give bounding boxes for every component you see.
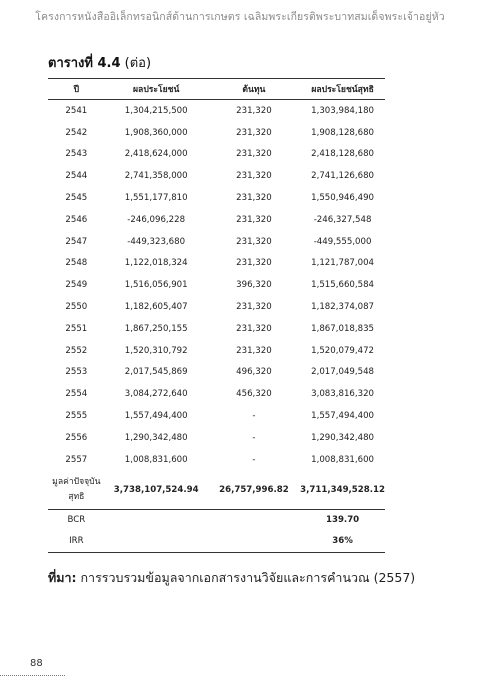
table-row <box>48 209 385 231</box>
cell-benefit: 1,008,831,600 <box>124 454 188 465</box>
cell-year: 2552 <box>65 345 88 356</box>
cell-cost: 231,320 <box>236 105 272 116</box>
cell-net-benefit: 1,867,018,835 <box>311 323 375 334</box>
cell-net-benefit: 1,550,946,490 <box>311 193 375 204</box>
cell-year: 2544 <box>65 171 88 182</box>
bcr-row <box>48 509 385 531</box>
cell-cost: - <box>252 411 256 422</box>
bcr-value: 139.70 <box>300 509 385 531</box>
cell-cost: 231,320 <box>236 323 272 334</box>
irr-row <box>48 531 385 553</box>
cell-net-benefit: 1,520,079,472 <box>311 345 375 356</box>
cell-benefit: 1,557,494,400 <box>124 411 188 422</box>
table-title-continued: (ต่อ) <box>124 56 152 71</box>
column-header-year: ปี <box>48 79 105 100</box>
table-row <box>48 296 385 318</box>
cell-cost: - <box>252 432 256 443</box>
table-row <box>48 405 385 427</box>
cell-benefit: 1,551,177,810 <box>124 193 188 204</box>
bcr-label: BCR <box>48 509 105 531</box>
cell-year: 2547 <box>65 236 88 247</box>
cell-year: 2542 <box>65 127 88 138</box>
cell-net-benefit: -449,555,000 <box>313 236 372 247</box>
table-row <box>48 449 385 471</box>
cell-net-benefit: 2,741,126,680 <box>311 171 375 182</box>
table-row <box>48 362 385 384</box>
cell-benefit: -246,096,228 <box>127 214 186 225</box>
cell-net-benefit: 3,083,816,320 <box>311 389 375 400</box>
cell-benefit: 1,122,018,324 <box>124 258 188 269</box>
cell-cost: 231,320 <box>236 236 272 247</box>
table-row <box>48 100 385 122</box>
npv-label-line2: สุทธิ <box>68 491 85 502</box>
table-body <box>48 100 385 553</box>
source-text: การรวบรวมข้อมูลจากเอกสารงานวิจัยและการคำนวณ (2557) <box>80 570 416 585</box>
cell-year: 2553 <box>65 367 88 378</box>
source-note <box>48 568 415 588</box>
table-row <box>48 274 385 296</box>
cell-year: 2546 <box>65 214 88 225</box>
cell-net-benefit: 1,008,831,600 <box>311 454 375 465</box>
column-header-net-benefit: ผลประโยชน์สุทธิ <box>300 79 385 100</box>
cell-cost: 456,320 <box>236 389 272 400</box>
source-label: ที่มา: <box>48 570 77 585</box>
cell-net-benefit: 1,303,984,180 <box>311 105 375 116</box>
cell-year: 2541 <box>65 105 88 116</box>
cell-year: 2557 <box>65 454 88 465</box>
cell-year: 2545 <box>65 193 88 204</box>
cell-cost: 231,320 <box>236 193 272 204</box>
cell-net-benefit: 1,515,660,584 <box>311 280 375 291</box>
cell-cost: 231,320 <box>236 171 272 182</box>
cell-net-benefit: 2,418,128,680 <box>311 149 375 160</box>
cell-benefit: 3,084,272,640 <box>124 389 188 400</box>
cell-benefit: 1,290,342,480 <box>124 432 188 443</box>
table-row <box>48 231 385 253</box>
table-header-row <box>48 79 385 100</box>
table-row <box>48 165 385 187</box>
table-title-label: ตารางที่ 4.4 <box>48 56 121 71</box>
npv-benefit: 3,738,107,524.94 <box>113 484 199 495</box>
cell-benefit: 2,741,358,000 <box>124 171 188 182</box>
cell-benefit: 1,867,250,155 <box>124 323 188 334</box>
npv-label-line1: มูลค่าปัจจุบัน <box>52 476 101 487</box>
cell-cost: 231,320 <box>236 149 272 160</box>
cell-benefit: -449,323,680 <box>127 236 186 247</box>
cell-net-benefit: 1,121,787,004 <box>311 258 375 269</box>
cell-benefit: 2,017,545,869 <box>124 367 188 378</box>
cell-year: 2543 <box>65 149 88 160</box>
cell-cost: 231,320 <box>236 302 272 313</box>
cell-year: 2556 <box>65 432 88 443</box>
cell-year: 2551 <box>65 323 88 334</box>
cell-cost: 231,320 <box>236 258 272 269</box>
cell-benefit: 1,516,056,901 <box>124 280 188 291</box>
cell-year: 2548 <box>65 258 88 269</box>
cell-cost: 231,320 <box>236 345 272 356</box>
cell-benefit: 1,304,215,500 <box>124 105 188 116</box>
irr-value: 36% <box>300 531 385 553</box>
running-header: โครงการหนังสืออิเล็กทรอนิกส์ด้านการเกษตร เฉลิมพระเกียรติพระบาทสมเด็จพระเจ้าอยู่หัว <box>35 11 445 23</box>
table-row <box>48 187 385 209</box>
cell-net-benefit: 1,557,494,400 <box>311 411 375 422</box>
table-row <box>48 427 385 449</box>
cell-year: 2555 <box>65 411 88 422</box>
cell-cost: 396,320 <box>236 280 272 291</box>
cell-benefit: 2,418,624,000 <box>124 149 188 160</box>
cell-benefit: 1,182,605,407 <box>124 302 188 313</box>
cell-net-benefit: 1,182,374,087 <box>311 302 375 313</box>
footer-dotted-line <box>0 675 65 676</box>
column-header-cost: ต้นทุน <box>208 79 300 100</box>
irr-label: IRR <box>48 531 105 553</box>
table-row <box>48 383 385 405</box>
cell-year: 2549 <box>65 280 88 291</box>
table-row <box>48 253 385 275</box>
cell-net-benefit: 1,908,128,680 <box>311 127 375 138</box>
cell-cost: - <box>252 454 256 465</box>
cell-benefit: 1,908,360,000 <box>124 127 188 138</box>
net-benefit-table <box>48 78 385 553</box>
cell-cost: 231,320 <box>236 214 272 225</box>
npv-net: 3,711,349,528.12 <box>300 484 385 495</box>
cell-cost: 496,320 <box>236 367 272 378</box>
table-row <box>48 122 385 144</box>
npv-label <box>48 471 105 510</box>
table-row <box>48 144 385 166</box>
page-number: 88 <box>30 658 43 669</box>
table-row <box>48 318 385 340</box>
table-title <box>48 52 151 73</box>
npv-row <box>48 471 385 510</box>
cell-net-benefit: 2,017,049,548 <box>311 367 375 378</box>
column-header-benefit: ผลประโยชน์ <box>105 79 208 100</box>
cell-cost: 231,320 <box>236 127 272 138</box>
npv-cost: 26,757,996.82 <box>219 484 289 495</box>
cell-net-benefit: 1,290,342,480 <box>311 432 375 443</box>
cell-year: 2554 <box>65 389 88 400</box>
cell-net-benefit: -246,327,548 <box>313 214 372 225</box>
table-row <box>48 340 385 362</box>
cell-benefit: 1,520,310,792 <box>124 345 188 356</box>
cell-year: 2550 <box>65 302 88 313</box>
